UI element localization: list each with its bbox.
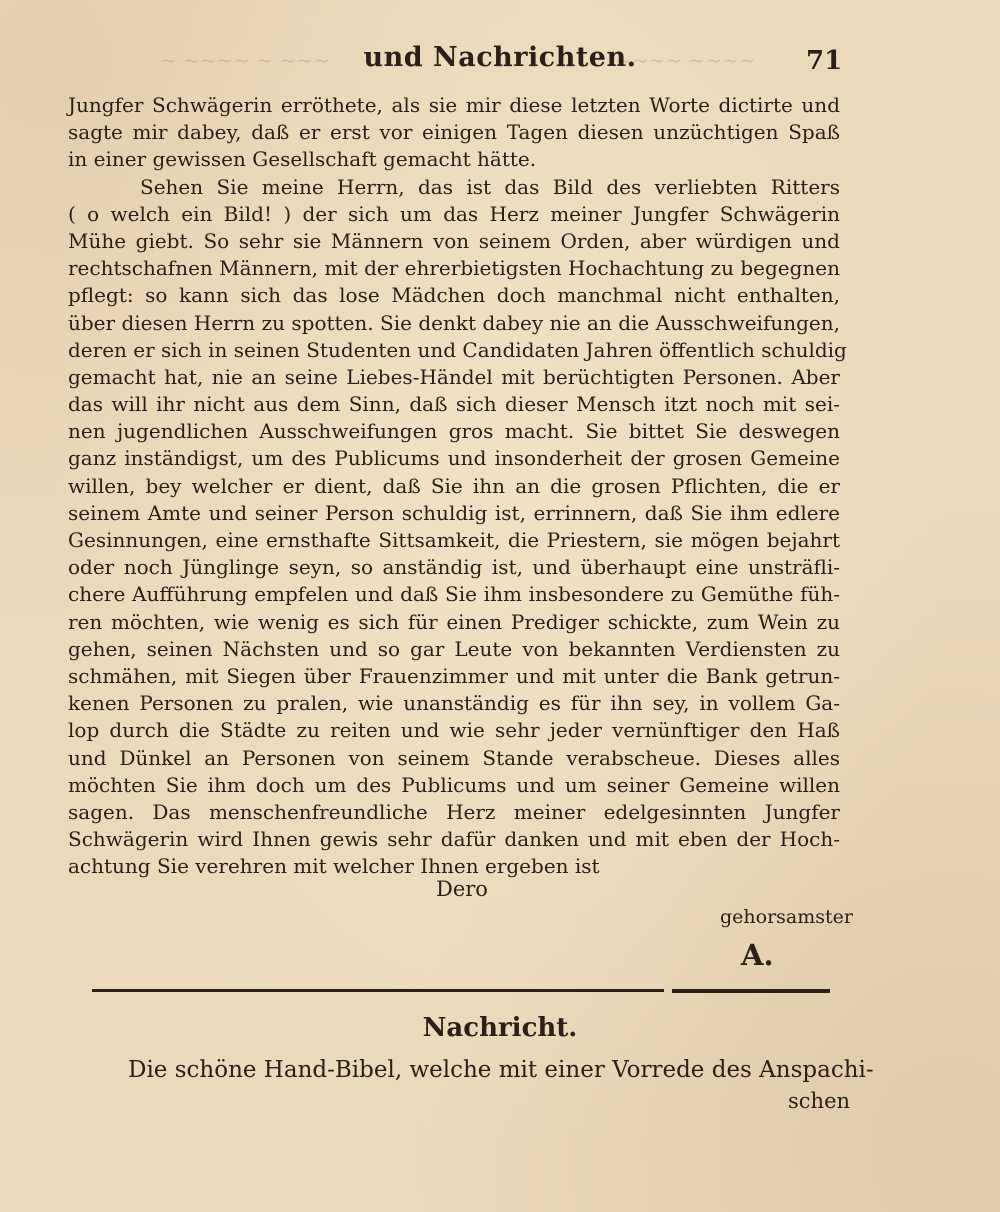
text-line: möchten Sie ihm doch um des Publicums und um seiner Gemeine willen (68, 772, 840, 797)
text-line: Jungfer Schwägerin erröthete, als sie mir diese letzten Worte dictirte und (68, 93, 840, 117)
text-line: lop durch die Städte zu reiten und wie sehr jeder vernünftiger den Haß (68, 718, 840, 743)
catchword: schen (788, 1089, 851, 1113)
text-line: das will ihr nicht aus dem Sinn, daß sich dieser Mensch itzt noch mit sei- (68, 392, 840, 417)
text-line: willen, bey welcher er dient, daß Sie ihn an die grosen Pflichten, die er (68, 473, 840, 498)
text-line: ganz inständigst, um des Publicums und insonderheit der grosen Gemeine (68, 446, 840, 471)
text-line: Gesinnungen, eine ernsthafte Sittsamkeit, die Priestern, sie mögen bejahrt (68, 528, 840, 552)
text-line: und Dünkel an Personen von seinem Stande verabscheue. Dieses alles (68, 745, 840, 770)
text-line: Sehen Sie meine Herrn, das ist das Bild des verliebten Ritters (140, 174, 840, 199)
notice-text-line: Die schöne Hand-Bibel, welche mit einer Vorrede des Anspachi- (128, 1057, 874, 1083)
text-line: in einer gewissen Gesellschaft gemacht hätte. (68, 147, 537, 172)
text-line: Mühe giebt. So sehr sie Männern von seinem Orden, aber würdigen und (68, 228, 840, 253)
text-line: sagen. Das menschenfreundliche Herz meiner edelgesinnten Jungfer (68, 799, 840, 824)
text-line: über diesen Herrn zu spotten. Sie denkt dabey nie an die Ausschweifungen, (68, 310, 840, 335)
section-divider (92, 989, 664, 992)
text-line: oder noch Jünglinge seyn, so anständig ist, und überhaupt eine unsträfli- (68, 555, 840, 580)
text-line: kenen Personen zu pralen, wie unanständig es für ihn sey, in vollem Ga- (68, 691, 840, 716)
text-line: Schwägerin wird Ihnen gewis sehr dafür danken und mit eben der Hoch- (68, 827, 840, 852)
page-number: 71 (806, 46, 843, 76)
letter-body (68, 92, 847, 880)
bleed-through-text-left: ~ ~~~~ ~ ~~~ (160, 48, 330, 72)
text-line: gemacht hat, nie an seine Liebes-Händel mit berüchtigten Personen. Aber (68, 364, 840, 389)
text-line: pflegt: so kann sich das lose Mädchen doch manchmal nicht enthalten, (68, 283, 840, 308)
text-line: schmähen, mit Siegen über Frauenzimmer und mit unter die Bank getrun- (68, 663, 840, 688)
text-line: ren möchten, wie wenig es sich für einen Prediger schickte, zum Wein zu (68, 609, 840, 634)
closing-dero: Dero (436, 877, 488, 901)
text-line: achtung Sie verehren mit welcher Ihnen ergeben ist (68, 854, 600, 879)
bleed-through-text-right: ~~~~ ~~~~ (615, 48, 756, 72)
running-head: und Nachrichten. (363, 42, 637, 73)
text-line: gehen, seinen Nächsten und so gar Leute von bekannten Verdiensten zu (68, 636, 840, 661)
signature-initial: A. (741, 938, 774, 972)
text-line: seinem Amte und seiner Person schuldig ist, errinnern, daß Sie ihm edlere (68, 500, 840, 525)
text-line: sagte mir dabey, daß er erst vor einigen Tagen diesen unzüchtigen Spaß (68, 120, 840, 145)
section-divider-tail (672, 989, 830, 993)
page-header (0, 42, 1000, 82)
text-line: chere Aufführung empfelen und daß Sie ihm insbesondere zu Gemüthe füh- (68, 582, 840, 607)
text-line: deren er sich in seinen Studenten und Candidaten Jahren öffentlich schuldig (68, 337, 847, 362)
notice-title: Nachricht. (422, 1013, 578, 1043)
text-line: nen jugendlichen Ausschweifungen gros macht. Sie bittet Sie deswegen (68, 419, 840, 444)
text-line: rechtschafnen Männern, mit der ehrerbietigsten Hochachtung zu begegnen (68, 256, 840, 281)
text-line: ( o welch ein Bild! ) der sich um das Herz meiner Jungfer Schwägerin (68, 201, 840, 226)
closing-gehorsamster: gehorsamster (720, 906, 853, 928)
